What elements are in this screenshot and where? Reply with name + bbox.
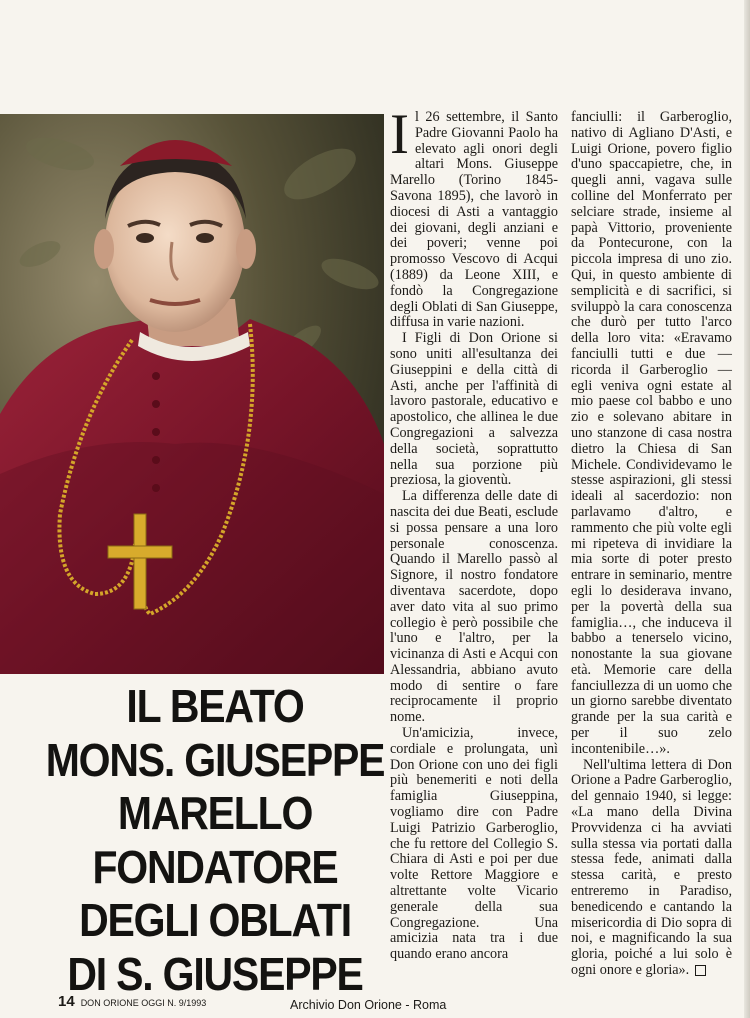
headline-line: MARELLO: [117, 787, 313, 840]
page-footer: [58, 993, 206, 1010]
article-paragraph: I Figli di Don Orione si sono uniti all'esultanza dei Giuseppini e della città di Asti, anche per l'affinità di lavoro pastorale, educativo e apostolico, che allinea le due Congregazioni a salvezza della società, soprattutto nella sua porzione più preziosa, la gioventù.: [390, 330, 558, 489]
headline-line: DEGLI OBLATI: [79, 894, 351, 947]
headline-line: FONDATORE: [92, 841, 338, 893]
paragraph-text: l 26 settembre, il Santo Padre Giovanni Paolo ha elevato agli onori degli altari Mons. Giuseppe Marello (Torino 1845-Savona 1895), che lavorò in diocesi di Asti a vantaggio dei giovani, degli anziani e dei poveri; venne poi promosso Vescovo di Acqui (1889) da Leone XIII, e fondò la Congregazione degli Oblati di San Giuseppe, diffusa in varie nazioni.: [390, 109, 558, 331]
drop-cap: I: [390, 103, 409, 166]
article-paragraph: [390, 103, 558, 331]
article-paragraph: Un'amicizia, invece, cordiale e prolungata, unì Don Orione con uno dei figli più benemeriti e noti della famiglia Giuseppina, vogliamo dire con Padre Luigi Patrizio Garberoglio, che fu rettore del Collegio S. Chiara di Asti e poi per due volte Rettore Maggiore e altrettante volte Vicario generale della sua Congregazione. Una amicizia nata tra i due quando erano ancora: [390, 725, 558, 963]
end-of-article-icon: [695, 965, 706, 976]
paragraph-text: Nell'ultima lettera di Don Orione a Padre Garberoglio, del gennaio 1940, si legge: «La mano della Divina Provvidenza ci ha avviati sulla stessa via portati dalla stessa fede, animati dalla stessa carità, e presto entreremo in Paradiso, benedicendo e cantando la misericordia di Dio sopra di noi, e magnificando la sua gloria, poiché a lui solo è ogni onore e gloria».: [571, 756, 732, 979]
article-paragraph: [571, 758, 732, 979]
headline-line: DI S. GIUSEPPE: [67, 948, 363, 1000]
headline: [40, 680, 390, 1005]
portrait-photo: [0, 114, 384, 674]
publication-info: DON ORIONE OGGI N. 9/1993: [80, 998, 207, 1008]
headline-line: IL BEATO: [126, 680, 304, 733]
page-number: 14: [58, 993, 75, 1010]
article-paragraph: fanciulli: il Garberoglio, nativo di Agliano D'Asti, e Luigi Orione, povero figlio d'uno spaccapietre, che, in quegli anni, vagava sulle colline del Monferrato per selciare strade, insieme al papà Vittorio, proveniente da Pontecurone, con la piccola impresa di uno zio. Qui, in questo ambiente di semplicità e di sacrifici, si sviluppò la cara conoscenza che durò per tutto l'arco della loro vita: «Eravamo fanciulli tutti e due — ricorda il Garberoglio — egli veniva ogni estate al mio paese col babbo e uno zio e solevano abitare in uno stanzone di casa nostra dietro la Chiesa di San Michele. Condividevamo le stesse aspirazioni, gli stessi ideali al sacerdozio: non parlavamo d'altro, e rammento che più volte egli mi ripeteva di invidiare la mia sorte di poter presto entrare in seminario, mentre egli lo desiderava invano, per la povertà della sua famiglia…, che induceva il babbo a tenerselo vicino, nonostante la sua giovane età. Memorie care della fanciullezza di un uomo che un giorno sarebbe diventato grande per la sua carità e per il suo zelo incontenibile…».: [571, 109, 732, 757]
article-column-2: [571, 110, 732, 979]
article-paragraph: La differenza delle date di nascita dei due Beati, esclude si possa pensare a una loro personale conoscenza. Quando il Marello passò al Signore, il nostro fondatore diventava sacerdote, dopo aver dato vita al suo primo collegio è però possibile che l'uno e l'altro, per la vicinanza di Asti e Acqui con Alessandria, abbiano avuto modo di sentire o fare reciprocamente il proprio nome.: [390, 488, 558, 726]
page-edge: [744, 0, 750, 1018]
archive-caption: Archivio Don Orione - Roma: [290, 998, 447, 1012]
article-column-1: [390, 103, 558, 963]
headline-line: MONS. GIUSEPPE: [45, 734, 385, 786]
